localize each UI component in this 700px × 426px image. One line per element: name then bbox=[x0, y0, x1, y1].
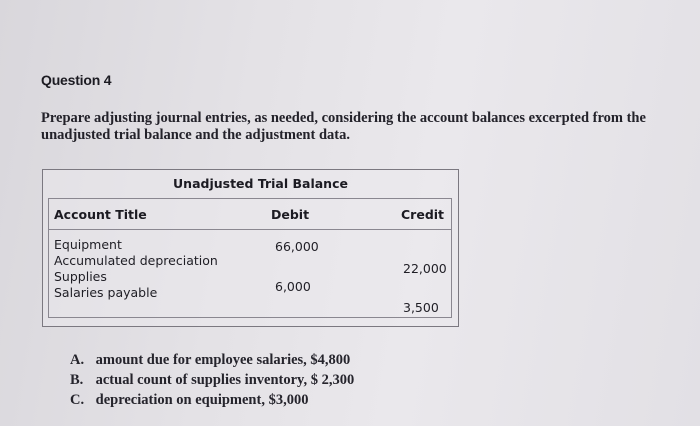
prompt-line-1: Prepare adjusting journal entries, as needed, considering the account balances excerpted from the bbox=[41, 110, 646, 126]
adjustment-label: B. bbox=[70, 372, 84, 388]
account-accumulated-depreciation: Accumulated depreciation bbox=[54, 253, 218, 268]
question-prompt bbox=[41, 110, 700, 144]
adjustment-text: amount due for employee salaries, $4,800 bbox=[95, 352, 351, 368]
credit-salaries-payable: 3,500 bbox=[403, 300, 439, 315]
adjustment-label: C. bbox=[70, 392, 85, 408]
adjustment-data-list bbox=[70, 350, 354, 410]
adjustment-text: depreciation on equipment, $3,000 bbox=[95, 392, 309, 408]
prompt-line-2: unadjusted trial balance and the adjustment data. bbox=[41, 127, 350, 143]
header-debit: Debit bbox=[271, 207, 310, 222]
trial-balance-grid bbox=[48, 198, 452, 318]
header-row bbox=[49, 199, 451, 230]
adjustment-text: actual count of supplies inventory, $ 2,300 bbox=[95, 372, 355, 388]
credit-accumulated-depreciation: 22,000 bbox=[403, 261, 447, 276]
question-label: Question 4 bbox=[41, 72, 112, 88]
account-equipment: Equipment bbox=[54, 237, 122, 252]
account-supplies: Supplies bbox=[54, 269, 107, 284]
adjustment-item bbox=[70, 370, 354, 390]
account-salaries-payable: Salaries payable bbox=[54, 285, 158, 300]
debit-equipment: 66,000 bbox=[275, 239, 319, 254]
adjustment-item bbox=[70, 390, 354, 410]
trial-balance-title: Unadjusted Trial Balance bbox=[173, 176, 348, 191]
header-credit: Credit bbox=[401, 207, 445, 222]
adjustment-item bbox=[70, 350, 354, 370]
debit-supplies: 6,000 bbox=[275, 279, 311, 294]
adjustment-label: A. bbox=[70, 352, 85, 368]
header-account-title: Account Title bbox=[54, 207, 147, 222]
trial-balance-table bbox=[42, 169, 459, 327]
